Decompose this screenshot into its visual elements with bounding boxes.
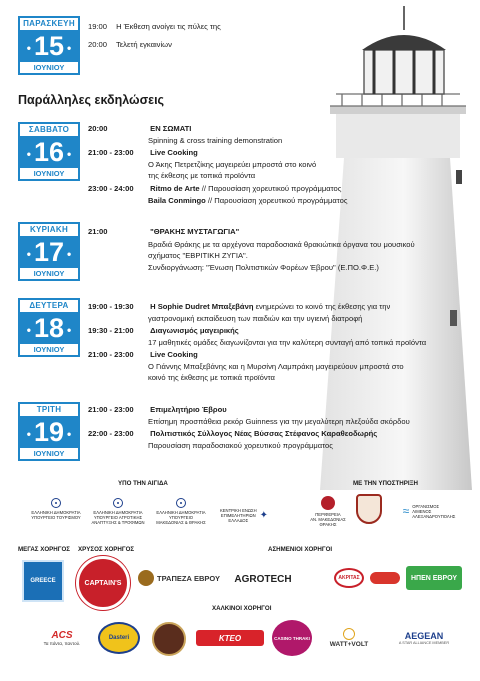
logo-aegean: AEGEAN A STAR ALLIANCE MEMBER xyxy=(398,631,450,645)
day-number: • 15 • xyxy=(20,30,78,62)
day-name: ΣΑΒΒΑΤΟ xyxy=(28,125,70,134)
event-row: 20:00 ΕΝ ΣΩΜΑΤΙ xyxy=(88,124,192,133)
event-description: Επίσημη προσπάθεια ρεκόρ Guinness για την μεγαλύτερη πλεξούδα σκόρδου xyxy=(148,417,410,426)
event-row: 21:00 - 23:00 Live Cooking xyxy=(88,350,198,359)
event-description: 17 μαθητικές ομάδες διαγωνίζονται για την καλύτερη συνταγή από τοπικά προϊόντα xyxy=(148,338,427,347)
logo-dasteri: Dasteri xyxy=(98,622,140,654)
fleur-emblem-icon xyxy=(152,622,186,656)
event-description: της έκθεσης με τοπικά προϊόντα xyxy=(148,171,256,180)
day-name: ΠΑΡΑΣΚΕΥΗ xyxy=(23,19,75,28)
event-row: 19:30 - 21:00 Διαγωνισμός μαγειρικής xyxy=(88,326,239,335)
logo-port-authority: ≈ ΟΡΓΑΝΙΣΜΟΣ ΛΙΜΕΝΟΣ ΑΛΕΞΑΝΔΡΟΥΠΟΛΗΣ xyxy=(402,503,456,519)
event-description: Συνδιοργάνωση: "Ένωση Πολιτιστικών Φορέων Έβρου" (Ε.ΠΟ.Φ.Ε.) xyxy=(148,263,379,272)
logo-region: ΠΕΡΙΦΕΡΕΙΑ ΑΝ. ΜΑΚΕΔΟΝΙΑΣ ΘΡΑΚΗΣ xyxy=(308,492,348,530)
logo-captains: CAPTAIN'S xyxy=(76,556,130,610)
event-description: Παρουσίαση παραδοσιακού χορευτικού προγράμματος xyxy=(148,441,333,450)
event-row: 21:00 - 23:00 Live Cooking xyxy=(88,148,198,157)
event-description: σχήματος "ΕΒΡΙΤΙΚΗ ΖΥΓΙΑ". xyxy=(148,251,248,260)
bank-emblem-icon xyxy=(138,570,154,586)
event-description: Ο Άκης Πετρετζίκης μαγειρεύει μπροστά στο κοινό xyxy=(148,160,317,169)
logo-kteo: ΚΤΕΟ xyxy=(196,630,264,646)
day-month: ΙΟΥΝΙΟΥ xyxy=(33,345,65,354)
section-title: Παράλληλες εκδηλώσεις xyxy=(18,93,165,107)
logo-grand-sponsor: GREECE xyxy=(22,560,64,602)
logo-chambers-union: ΚΕΝΤΡΙΚΗ ΕΝΩΣΗ ΕΠΙΜΕΛΗΤΗΡΙΩΝ ΕΛΛΑΔΟΣ ✦ xyxy=(219,507,269,523)
logo-agrotech: AGROTECH xyxy=(234,573,292,585)
event-row: 22:00 - 23:00 Πολιτιστικός Σύλλογος Νέας Βύσσας Στέφανος Καραθεοδωρής xyxy=(88,429,378,438)
day-number: • 18 • xyxy=(20,312,78,344)
emblem-icon xyxy=(113,498,123,508)
logo-casino-thraki: CASINO THRAKI xyxy=(272,620,312,656)
day-month: ΙΟΥΝΙΟΥ xyxy=(33,63,65,72)
event-description: Ο Γιάννης Μπαξεβάνης και η Μυρσίνη Λαμπράκη μαγειρεύουν μπροστά στο xyxy=(148,362,404,371)
event-row: 19:00 - 19:30 Η Sophie Dudret Μπαξεβάνη ενημερώνει το κοινό της έκθεσης για την xyxy=(88,302,391,311)
event-description: Βραδιά Θράκης με τα αρχέγονα παραδοσιακά θρακιώτικα όργανα του μουσικού xyxy=(148,240,415,249)
event-row: 19:00 Η Έκθεση ανοίγει τις πύλες της xyxy=(88,22,221,31)
municipality-emblem-icon xyxy=(356,494,382,524)
silver-sponsors-label: ΑΣΗΜΕΝΙΟΙ ΧΟΡΗΓΟΙ xyxy=(268,546,333,553)
date-block-tuesday xyxy=(18,402,80,461)
logo-small-red xyxy=(370,572,400,584)
event-row: 21:00 "ΘΡΑΚΗΣ ΜΥΣΤΑΓΩΓΙΑ" xyxy=(88,227,240,236)
support-label: ΜΕ ΤΗΝ ΥΠΟΣΤΗΡΙΞΗ xyxy=(353,480,418,487)
event-description: γαστρονομική εκπαίδευση των παιδιών και την υγιεινή διατροφή xyxy=(148,314,363,323)
event-row: 23:00 - 24:00 Ritmo de Arte // Παρουσίαση χορευτικού προγράμματος xyxy=(88,184,342,193)
date-block-friday xyxy=(18,16,80,75)
patronage-label: ΥΠΟ ΤΗΝ ΑΙΓΙΔΑ xyxy=(118,480,168,487)
day-number: • 17 • xyxy=(20,236,78,268)
logo-acs: ACS Τα πάντα, παντού. xyxy=(43,630,81,646)
event-row: 20:00 Τελετή εγκαινίων xyxy=(88,40,172,49)
day-name: ΤΡΙΤΗ xyxy=(36,405,62,414)
event-description: κοινό της έκθεσης με τοπικά προϊόντα xyxy=(148,373,275,382)
date-block-saturday xyxy=(18,122,80,181)
watt-emblem-icon xyxy=(343,628,355,640)
emblem-icon xyxy=(51,498,61,508)
logo-ministry-agriculture: ΕΛΛΗΝΙΚΗ ΔΗΜΟΚΡΑΤΙΑ ΥΠΟΥΡΓΕΙΟ ΑΓΡΟΤΙΚΗΣ ΑΝΑΠΤΥΞΗΣ & ΤΡΟΦΙΜΩΝ xyxy=(90,492,146,530)
waves-icon: ≈ xyxy=(402,503,410,518)
event-description: Spinning & cross training demonstration xyxy=(148,136,283,145)
logo-akritas: ΑΚΡΙΤΑΣ xyxy=(334,568,364,588)
day-month: ΙΟΥΝΙΟΥ xyxy=(33,449,65,458)
logo-watt-volt: WATT+VOLT xyxy=(318,624,380,652)
region-emblem-icon xyxy=(321,496,335,510)
logo-bank-evrou: ΤΡΑΠΕΖΑ ΕΒΡΟΥ xyxy=(138,568,222,588)
date-block-sunday xyxy=(18,222,80,281)
bronze-sponsors-label: ΧΑΛΚΙΝΟΙ ΧΟΡΗΓΟΙ xyxy=(212,605,272,612)
logo-ministry-tourism: ΕΛΛΗΝΙΚΗ ΔΗΜΟΚΡΑΤΙΑ ΥΠΟΥΡΓΕΙΟ ΤΟΥΡΙΣΜΟΥ xyxy=(30,492,82,526)
event-row: Baila Conmingo // Παρουσίαση χορευτικού προγράμματος xyxy=(148,196,348,205)
gold-sponsor-label: ΧΡΥΣΟΣ ΧΟΡΗΓΟΣ xyxy=(78,546,135,553)
day-month: ΙΟΥΝΙΟΥ xyxy=(33,169,65,178)
day-month: ΙΟΥΝΙΟΥ xyxy=(33,269,65,278)
day-number: • 16 • xyxy=(20,136,78,168)
grand-sponsor-label: ΜΕΓΑΣ ΧΟΡΗΓΟΣ xyxy=(18,546,71,553)
emblem-icon xyxy=(176,498,186,508)
day-name: ΚΥΡΙΑΚΗ xyxy=(29,225,69,234)
date-block-monday xyxy=(18,298,80,357)
bird-icon: ✦ xyxy=(259,509,269,521)
logo-hpen-evrou: ΗΠΕΝ ΕΒΡΟΥ xyxy=(406,566,462,590)
event-row: 21:00 - 23:00 Επιμελητήριο Έβρου xyxy=(88,405,227,414)
day-number: • 19 • xyxy=(20,416,78,448)
logo-ministry-macedonia-thrace: ΕΛΛΗΝΙΚΗ ΔΗΜΟΚΡΑΤΙΑ ΥΠΟΥΡΓΕΙΟ ΜΑΚΕΔΟΝΙΑΣ & ΘΡΑΚΗΣ xyxy=(154,492,208,530)
day-name: ΔΕΥΤΕΡΑ xyxy=(29,301,69,310)
